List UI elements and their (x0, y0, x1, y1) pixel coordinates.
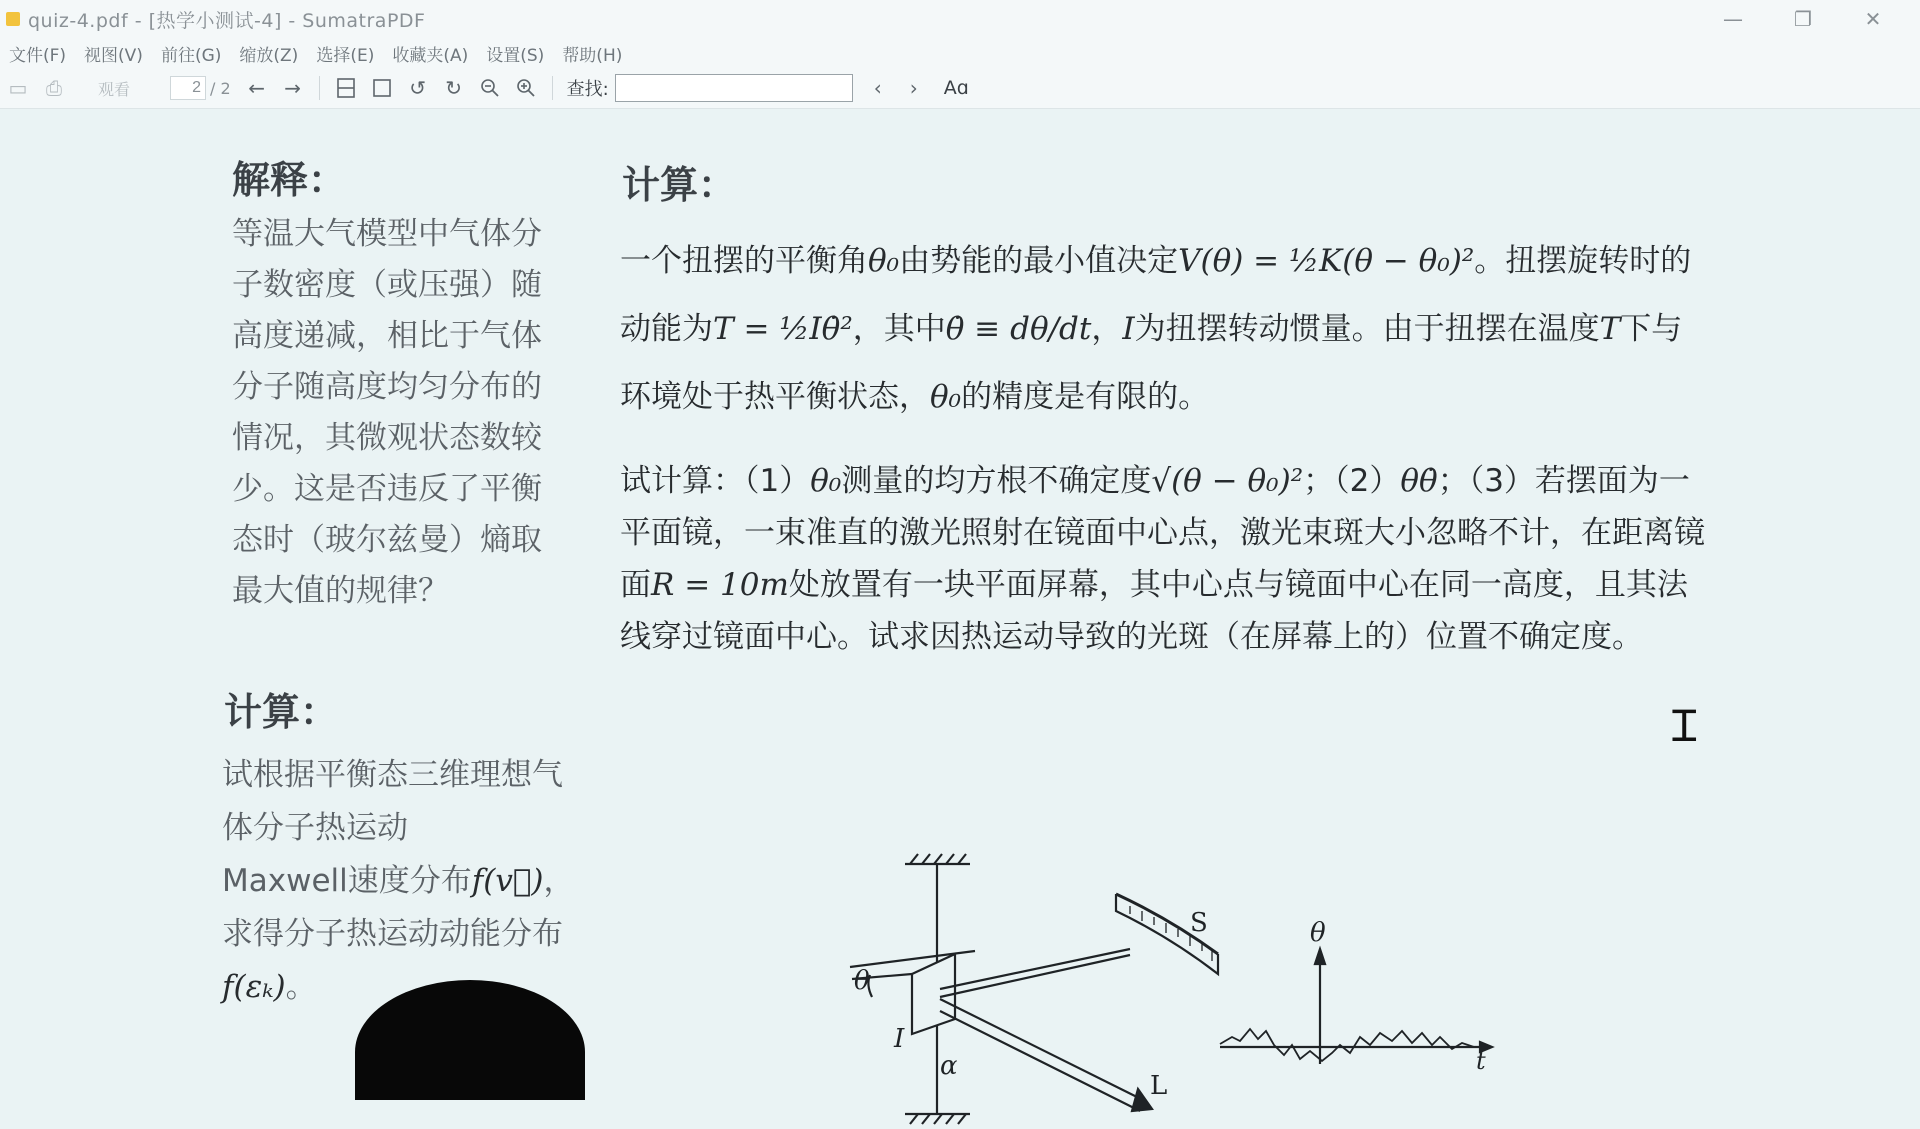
title-bar (0, 0, 1920, 38)
equilibrium-line (850, 951, 975, 967)
reflected-beam (940, 955, 1130, 997)
explanation-text: 等温大气模型中气体分子数密度（或压强）随高度递减，相比于气体分子随高度均匀分布的情况，其微观状态数较少。这是否违反了平衡态时（玻尔兹曼）熵取最大值的规律？ (232, 216, 542, 609)
minimize-button[interactable]: — (1723, 7, 1743, 31)
toolbar-separator (319, 76, 320, 100)
p1-text-h: 的精度是有限的。 (961, 379, 1210, 415)
incident-beam (940, 949, 1130, 989)
laser-beam-upper (940, 999, 1145, 1101)
p1-text-b: 由势能的最小值决定 (899, 243, 1179, 279)
top-hatching (910, 854, 966, 864)
alpha-label: α (940, 1051, 958, 1081)
laser-source (1132, 1089, 1152, 1111)
arrow-right-icon[interactable]: → (284, 76, 302, 100)
p2-text-b: 测量的均方根不确定度 (841, 463, 1152, 499)
theta0-symbol: θ₀ (810, 463, 842, 499)
p2-text-e: 处放置有一块平面屏幕，其中心点与镜面中心在同一高度，且其法线穿过镜面中心。试求因热运动导致的光斑（在屏幕上的）位置不确定度。 (620, 567, 1688, 655)
theta-angle-label: θ (854, 966, 870, 996)
menu-goto[interactable]: 前往(G) (160, 45, 222, 66)
distance-formula: R = 10m (651, 567, 789, 603)
calc-title-right: 计算： (622, 163, 737, 207)
menu-bar (0, 38, 1920, 68)
calc-text-left: 试根据平衡态三维理想气体分子热运动 Maxwell速度分布f(v⃗)，求得分子热运动动能分布f(εₖ)。 (222, 757, 575, 1005)
menu-view[interactable]: 视图(V) (84, 45, 143, 66)
p1-text-a: 一个扭摆的平衡角 (620, 243, 868, 279)
zoom-in-icon[interactable] (511, 73, 541, 103)
p1-text-g: 下与环境处于热平衡状态， (620, 311, 1683, 415)
menu-settings[interactable]: 设置(S) (486, 45, 545, 66)
p1-text-d: ，其中 (852, 311, 946, 347)
page-total: / 2 (210, 78, 231, 98)
sumatra-app-icon (6, 12, 20, 26)
window-title: quiz-4.pdf - [热学小测试-4] - SumatraPDF (28, 9, 426, 32)
calc-text-1: 试根据平衡态三维理想气体分子热运动 (222, 757, 563, 846)
rms-formula: √(θ − θ₀)² (1151, 463, 1304, 499)
rotate-left-icon[interactable]: ↺ (409, 76, 427, 100)
theta-axis-label: θ (1310, 918, 1326, 948)
p2-text-a: 试计算：（1） (620, 463, 811, 499)
f-epsilon-k: f(εₖ) (222, 969, 286, 1005)
menu-file[interactable]: 文件(F) (9, 45, 67, 66)
maxwell-f-v: f(v⃗) (471, 863, 544, 899)
close-button[interactable]: ✕ (1864, 7, 1882, 31)
arrow-left-icon[interactable]: ← (248, 76, 266, 100)
zoom-out-icon[interactable] (475, 73, 505, 103)
kinetic-formula: T = ½Iθ̇² (713, 311, 853, 347)
theta-axis-arrow (1315, 949, 1325, 964)
theta-dot-definition: θ̇ ≡ dθ/dt (945, 311, 1092, 347)
fit-page-icon[interactable] (331, 73, 361, 103)
calc-title-left: 计算： (224, 690, 339, 734)
calc-text-2: Maxwell速度分布 (222, 863, 472, 899)
print-icon[interactable]: ⎙ (46, 76, 62, 100)
laser-beam-lower (940, 1011, 1140, 1111)
menu-favorites[interactable]: 收藏夹(A) (392, 45, 469, 66)
problem-paragraph-1 (620, 227, 1710, 431)
p2-text-c: ；（2） (1303, 463, 1401, 499)
screen-label: S (1190, 908, 1208, 938)
inertia-label: I (894, 1024, 905, 1054)
p2-text-d: ；（3）若摆面为一平面镜，一束准直的激光照射在镜面中心点，激光束斑大小忽略不计，在距离镜面 (620, 463, 1705, 603)
find-next-icon[interactable]: › (909, 76, 918, 100)
inertia-symbol: I (1122, 311, 1135, 347)
rotate-right-icon[interactable]: ↻ (445, 76, 463, 100)
p1-text-f: 为扭摆转动惯量。由于扭摆在温度 (1134, 311, 1600, 347)
theta-theta-dot-formula: θθ̇ (1400, 463, 1438, 499)
toolbar-separator (552, 76, 553, 100)
document-page (0, 109, 1920, 1101)
match-case-toggle[interactable]: Aɑ (943, 77, 969, 99)
fit-width-icon[interactable] (367, 73, 397, 103)
page-number-input[interactable] (170, 76, 206, 100)
calc-text-3: ，求得分子热运动动能分布 (222, 863, 575, 952)
explanation-title: 解释： (232, 158, 347, 202)
temperature-symbol: T (1599, 311, 1621, 347)
time-axis-label: t (1476, 1047, 1486, 1075)
find-prev-icon[interactable]: ‹ (873, 76, 882, 100)
open-icon[interactable]: ▭ (8, 76, 28, 100)
menu-zoom[interactable]: 缩放(Z) (239, 45, 299, 66)
fluctuation-signal (1220, 1029, 1474, 1061)
bottom-hatching (910, 1114, 966, 1124)
theta0-symbol: θ₀ (868, 243, 900, 279)
potential-formula: V(θ) = ½K(θ − θ₀)² (1178, 243, 1475, 279)
window-controls (1698, 0, 1908, 38)
p1-text-e: ， (1091, 311, 1123, 347)
laser-label: L (1150, 1071, 1168, 1101)
toolbar (0, 68, 1920, 109)
torsion-pendulum-figure (840, 849, 1500, 1129)
problem-paragraph-2 (620, 455, 1710, 663)
p1-text-c: 。扭摆旋转时的动能为 (620, 243, 1692, 347)
restore-button[interactable]: ❐ (1794, 7, 1812, 31)
text-cursor-icon: Ɪ (1672, 701, 1697, 752)
theta0-symbol: θ₀ (930, 379, 962, 415)
toolbar-faint-label: 观看 (98, 79, 131, 99)
find-input[interactable] (615, 74, 853, 102)
menu-help[interactable]: 帮助(H) (562, 45, 623, 66)
menu-select[interactable]: 选择(E) (316, 45, 375, 66)
find-label: 查找: (566, 79, 609, 100)
